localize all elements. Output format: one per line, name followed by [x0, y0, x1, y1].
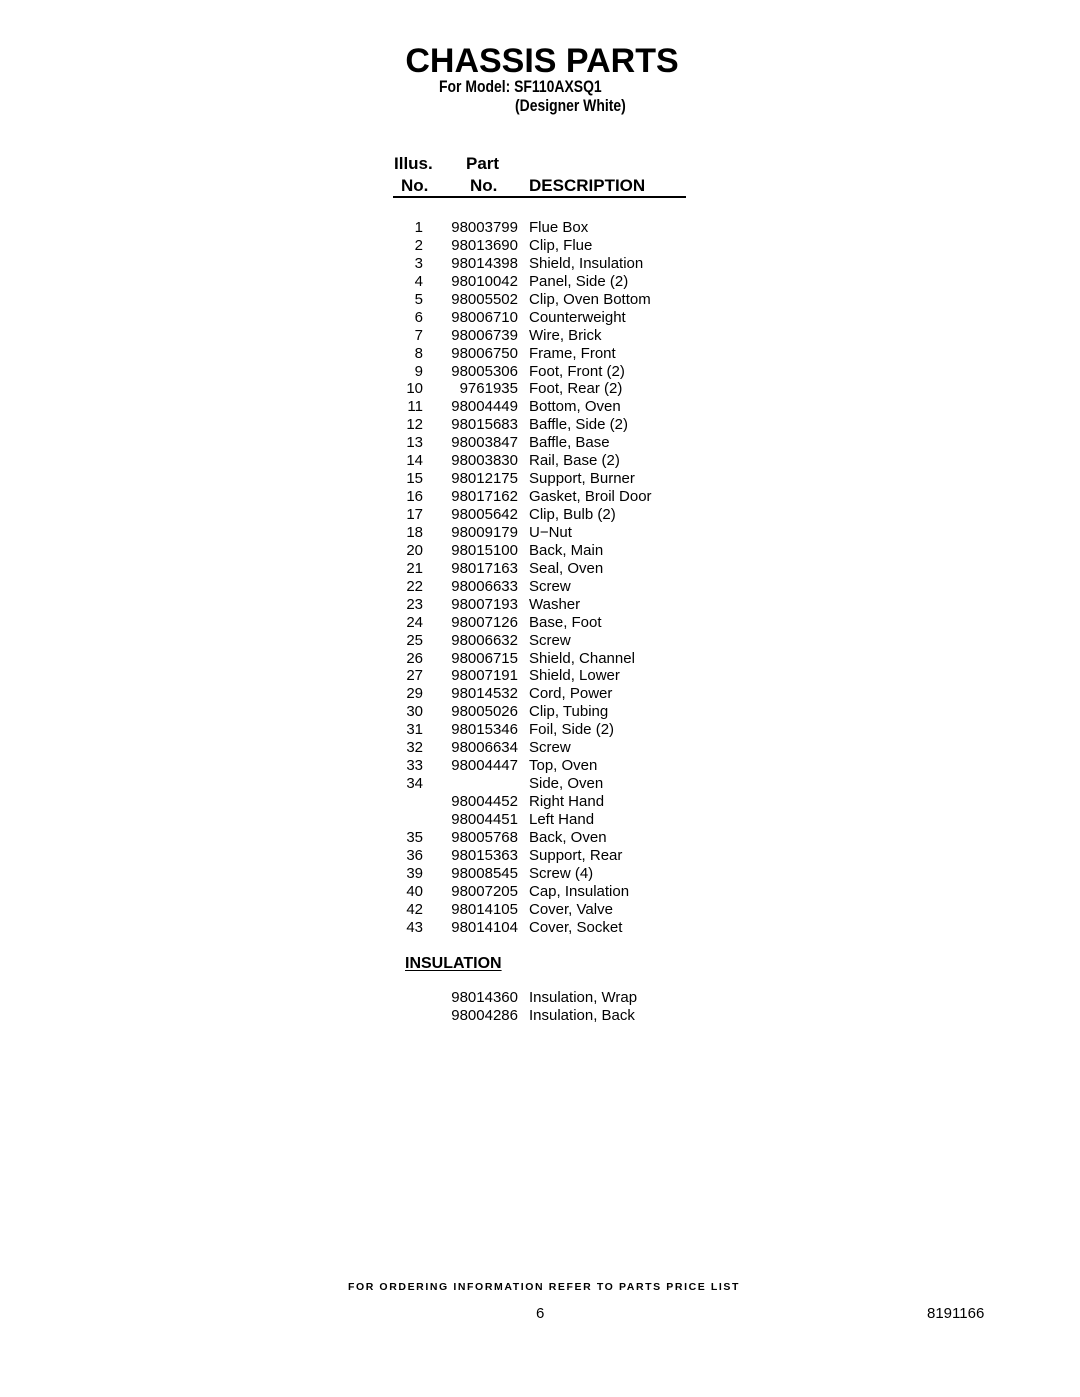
part-description: Insulation, Wrap: [529, 989, 638, 1006]
illus-number: 5: [414, 290, 423, 308]
table-row: [0, 506, 1080, 524]
illus-header-top: Illus.: [394, 154, 433, 173]
illus-number: 15: [406, 470, 423, 488]
part-description: Clip, Flue: [529, 236, 593, 254]
part-number: 98005502: [451, 290, 518, 308]
part-number: 98006710: [451, 308, 518, 326]
part-description: Clip, Bulb (2): [529, 506, 616, 523]
part-number: 98005306: [451, 362, 518, 380]
insulation-list: [0, 989, 1080, 1025]
part-header-bottom: No.: [470, 176, 498, 195]
table-row: [0, 470, 1080, 488]
table-row: [0, 793, 1080, 811]
part-number: 98007205: [451, 882, 518, 900]
illus-number: 14: [406, 452, 423, 470]
part-description: Screw: [529, 631, 571, 649]
part-number: 98009179: [451, 523, 518, 541]
part-number: 98015363: [451, 846, 518, 864]
ordering-note: FOR ORDERING INFORMATION REFER TO PARTS PRICE LIST: [347, 1281, 741, 1293]
table-row: [0, 901, 1080, 919]
part-number: 98006739: [451, 326, 518, 344]
part-number: 98007191: [451, 667, 518, 685]
part-description: Side, Oven: [529, 775, 604, 793]
illus-number: 24: [406, 613, 423, 631]
illus-number: 11: [407, 398, 423, 416]
part-number: 98006750: [451, 344, 518, 362]
part-number: 98017162: [451, 488, 518, 506]
header-rule: [393, 196, 686, 198]
table-row: [0, 596, 1080, 614]
part-description: Cover, Valve: [529, 900, 613, 918]
table-row: [0, 775, 1080, 793]
part-description: Flue Box: [529, 219, 589, 236]
table-row: [0, 345, 1080, 363]
part-description: Seal, Oven: [529, 559, 604, 577]
part-number: 98010042: [451, 272, 518, 290]
illus-number: 32: [406, 739, 423, 757]
part-description: Foot, Front (2): [529, 362, 625, 380]
part-number: 98015683: [451, 416, 518, 434]
part-description: Left Hand: [529, 810, 595, 828]
part-description: Rail, Base (2): [529, 452, 620, 470]
illus-number: 21: [406, 559, 423, 577]
part-number: 98013690: [451, 236, 518, 254]
part-description: Screw (4): [529, 864, 594, 882]
part-description: Cap, Insulation: [529, 882, 630, 900]
illus-number: 16: [406, 488, 423, 506]
table-row: [0, 560, 1080, 578]
part-number: 98006634: [451, 739, 518, 757]
illus-number: 10: [406, 380, 423, 398]
table-row: [0, 721, 1080, 739]
table-row: [0, 219, 1080, 237]
part-number: 98015100: [451, 541, 518, 559]
part-number: 98014104: [451, 918, 518, 936]
illus-number: 31: [406, 721, 423, 739]
illus-number: 2: [414, 236, 423, 254]
part-description: Base, Foot: [529, 613, 602, 631]
part-description: Shield, Insulation: [529, 254, 644, 272]
document-number: 8191166: [927, 1305, 985, 1322]
illus-number: 22: [406, 577, 423, 595]
illus-number: 20: [406, 541, 423, 559]
part-number: 98014532: [451, 685, 518, 703]
part-description: Frame, Front: [529, 344, 616, 362]
part-description: Baffle, Side (2): [529, 416, 628, 434]
table-row: [0, 363, 1080, 381]
part-number: 98006715: [451, 649, 518, 667]
table-row: [0, 847, 1080, 865]
part-description: Panel, Side (2): [529, 272, 629, 290]
part-number: 98015346: [451, 721, 518, 739]
variant-line: (Designer White): [515, 96, 626, 115]
part-number: 98004449: [451, 398, 518, 416]
part-number: 98006632: [451, 631, 518, 649]
table-row: [0, 883, 1080, 901]
table-row: [0, 829, 1080, 847]
table-row: [0, 398, 1080, 416]
table-row: [0, 578, 1080, 596]
part-description: Screw: [529, 577, 571, 595]
illus-number: 43: [406, 918, 423, 936]
part-description: Shield, Lower: [529, 667, 620, 685]
table-row: [0, 434, 1080, 452]
part-description: Insulation, Back: [529, 1006, 635, 1024]
model-line: For Model: SF110AXSQ1: [439, 77, 602, 96]
description-header: DESCRIPTION: [529, 176, 646, 195]
table-row: [0, 255, 1080, 273]
parts-list: [0, 219, 1080, 937]
table-row: [0, 1007, 1080, 1025]
illus-number: 33: [406, 757, 423, 775]
part-description: Clip, Tubing: [529, 703, 609, 721]
part-number: 98003847: [451, 434, 518, 452]
table-row: [0, 989, 1080, 1007]
part-number: 98006633: [451, 577, 518, 595]
illus-number: 1: [414, 219, 423, 236]
part-number: 98017163: [451, 559, 518, 577]
illus-number: 17: [406, 506, 423, 523]
page-number: 6: [536, 1305, 545, 1322]
part-description: Support, Burner: [529, 470, 635, 488]
illus-number: 27: [406, 667, 423, 685]
illus-number: 3: [414, 254, 423, 272]
part-number: 98014360: [451, 989, 518, 1006]
part-number: 98005642: [451, 506, 518, 523]
illus-number: 39: [406, 864, 423, 882]
table-row: [0, 452, 1080, 470]
table-row: [0, 273, 1080, 291]
table-row: [0, 757, 1080, 775]
part-number: 98005026: [451, 703, 518, 721]
illus-number: 13: [406, 434, 423, 452]
part-description: Counterweight: [529, 308, 626, 326]
illus-number: 9: [414, 362, 423, 380]
part-description: Clip, Oven Bottom: [529, 290, 651, 308]
part-description: Baffle, Base: [529, 434, 610, 452]
illus-number: 18: [406, 523, 423, 541]
part-description: Support, Rear: [529, 846, 623, 864]
part-number: 98003830: [451, 452, 518, 470]
insulation-heading: INSULATION: [405, 955, 502, 972]
part-description: Gasket, Broil Door: [529, 488, 652, 506]
illus-number: 26: [406, 649, 423, 667]
table-row: [0, 919, 1080, 937]
table-row: [0, 488, 1080, 506]
illus-number: 35: [406, 828, 423, 846]
part-description: Top, Oven: [529, 757, 598, 775]
illus-number: 12: [406, 416, 423, 434]
part-description: U−Nut: [529, 523, 572, 541]
illus-number: 36: [406, 846, 423, 864]
table-row: [0, 614, 1080, 632]
part-number: 98014398: [451, 254, 518, 272]
table-row: [0, 632, 1080, 650]
part-number: 98004452: [451, 793, 518, 810]
table-row: [0, 327, 1080, 345]
part-number: 98008545: [451, 864, 518, 882]
part-number: 9761935: [459, 380, 518, 398]
table-row: [0, 380, 1080, 398]
illus-number: 6: [414, 308, 423, 326]
table-row: [0, 865, 1080, 883]
part-number: 98005768: [451, 828, 518, 846]
part-description: Back, Oven: [529, 828, 607, 846]
part-description: Bottom, Oven: [529, 398, 621, 416]
illus-number: 25: [406, 631, 423, 649]
part-number: 98014105: [451, 900, 518, 918]
illus-number: 40: [406, 882, 423, 900]
part-number: 98004286: [451, 1006, 518, 1024]
part-description: Right Hand: [529, 793, 605, 810]
part-number: 98004447: [451, 757, 518, 775]
part-description: Foot, Rear (2): [529, 380, 623, 398]
table-row: [0, 811, 1080, 829]
illus-number: 7: [414, 326, 423, 344]
illus-number: 30: [406, 703, 423, 721]
part-header-top: Part: [466, 154, 500, 173]
table-row: [0, 542, 1080, 560]
illus-number: 23: [406, 595, 423, 613]
table-row: [0, 416, 1080, 434]
illus-number: 29: [406, 685, 423, 703]
table-row: [0, 739, 1080, 757]
table-row: [0, 685, 1080, 703]
part-description: Cord, Power: [529, 685, 613, 703]
part-number: 98003799: [451, 219, 518, 236]
part-description: Back, Main: [529, 541, 604, 559]
part-description: Wire, Brick: [529, 326, 602, 344]
illus-number: 8: [414, 344, 423, 362]
part-number: 98007193: [451, 595, 518, 613]
illus-number: 34: [406, 775, 423, 793]
table-row: [0, 650, 1080, 668]
part-description: Washer: [529, 595, 581, 613]
part-number: 98004451: [451, 810, 518, 828]
illus-header-bottom: No.: [401, 176, 429, 195]
part-description: Cover, Socket: [529, 918, 623, 936]
page-title: CHASSIS PARTS: [405, 42, 679, 80]
part-description: Screw: [529, 739, 571, 757]
table-row: [0, 667, 1080, 685]
table-row: [0, 291, 1080, 309]
table-row: [0, 309, 1080, 327]
part-number: 98007126: [451, 613, 518, 631]
table-row: [0, 237, 1080, 255]
part-description: Shield, Channel: [529, 649, 635, 667]
illus-number: 42: [406, 900, 423, 918]
illus-number: 4: [414, 272, 423, 290]
table-row: [0, 703, 1080, 721]
part-description: Foil, Side (2): [529, 721, 615, 739]
part-number: 98012175: [451, 470, 518, 488]
table-row: [0, 524, 1080, 542]
